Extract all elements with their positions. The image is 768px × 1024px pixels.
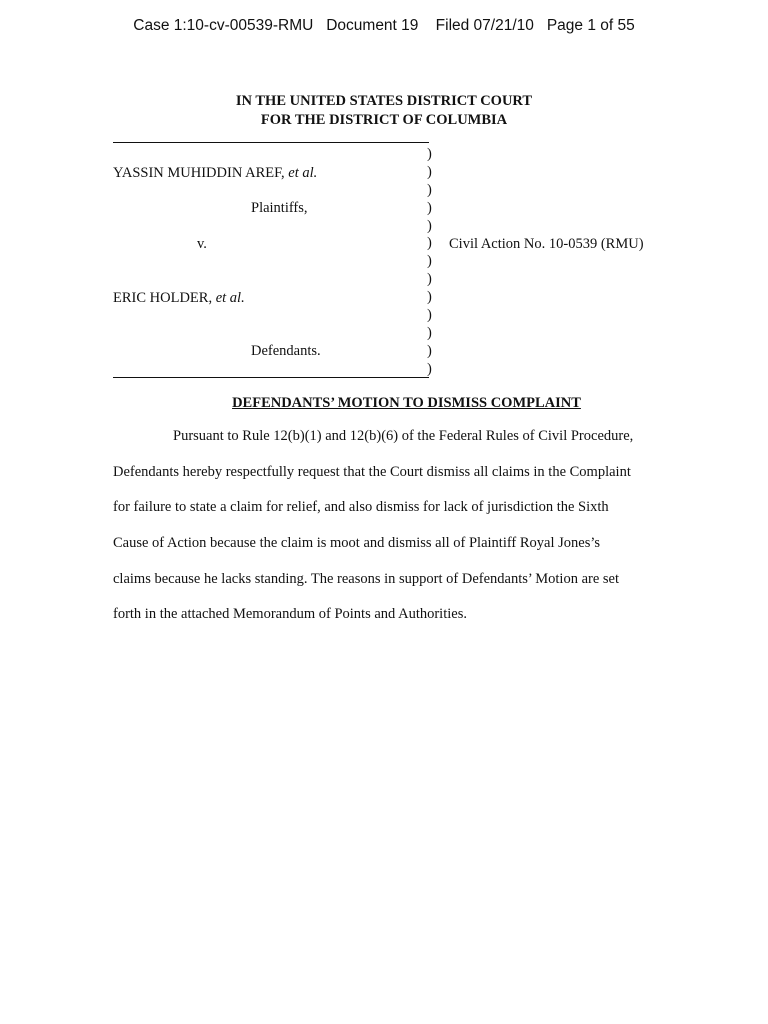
caption-paren: ) bbox=[427, 360, 432, 377]
caption-top-rule bbox=[113, 142, 429, 143]
plaintiff-name-text: YASSIN MUHIDDIN AREF, bbox=[113, 165, 289, 181]
caption-paren: ) bbox=[427, 146, 432, 162]
motion-body-line: claims because he lacks standing. The reasons in support of Defendants’ Motion are set bbox=[113, 571, 620, 587]
defendant-name-text: ERIC HOLDER, bbox=[113, 290, 216, 306]
motion-title: DEFENDANTS’ MOTION TO DISMISS COMPLAINT bbox=[232, 395, 581, 411]
motion-body-line: Defendants hereby respectfully request that the Court dismiss all claims in the Complaint bbox=[113, 464, 631, 480]
caption-paren: ) bbox=[427, 235, 432, 252]
plaintiff-name bbox=[113, 165, 317, 182]
motion-body-line: Cause of Action because the claim is moot and dismiss all of Plaintiff Royal Jones’s bbox=[113, 535, 601, 551]
caption-paren: ) bbox=[427, 289, 432, 306]
court-name-line-2: FOR THE DISTRICT OF COLUMBIA bbox=[260, 112, 508, 128]
caption-paren: ) bbox=[427, 199, 432, 216]
defendants-label: Defendants. bbox=[251, 343, 321, 359]
motion-body-line: for failure to state a claim for relief, and also dismiss for lack of jurisdiction the Sixth bbox=[113, 499, 609, 515]
caption-paren: ) bbox=[427, 253, 432, 270]
header-case-number: Case 1:10-cv-00539-RMU bbox=[133, 17, 314, 34]
versus-label: v. bbox=[197, 236, 207, 252]
caption-paren: ) bbox=[427, 181, 432, 198]
caption-paren: ) bbox=[427, 342, 432, 359]
ecf-header bbox=[0, 17, 768, 35]
motion-body-line: forth in the attached Memorandum of Points and Authorities. bbox=[113, 606, 467, 622]
defendant-et-al: et al. bbox=[215, 290, 245, 306]
caption-paren: ) bbox=[427, 271, 432, 288]
caption-paren: ) bbox=[427, 307, 432, 324]
court-name-line-1: IN THE UNITED STATES DISTRICT COURT bbox=[235, 93, 533, 109]
caption-parenthesis-column bbox=[427, 146, 432, 379]
header-document-number: Document 19 bbox=[326, 17, 419, 34]
motion-body-line: Pursuant to Rule 12(b)(1) and 12(b)(6) of the Federal Rules of Civil Procedure, bbox=[173, 428, 634, 444]
header-filed-date: Filed 07/21/10 bbox=[435, 17, 534, 34]
header-page-number: Page 1 of 55 bbox=[546, 17, 635, 34]
civil-action-number: Civil Action No. 10-0539 (RMU) bbox=[449, 236, 644, 252]
defendant-name bbox=[113, 290, 245, 307]
plaintiff-et-al: et al. bbox=[288, 165, 318, 181]
caption-paren: ) bbox=[427, 163, 432, 180]
caption-paren: ) bbox=[427, 217, 432, 234]
caption-bottom-rule bbox=[113, 377, 429, 378]
caption-paren: ) bbox=[427, 324, 432, 341]
plaintiffs-label: Plaintiffs, bbox=[251, 200, 308, 216]
